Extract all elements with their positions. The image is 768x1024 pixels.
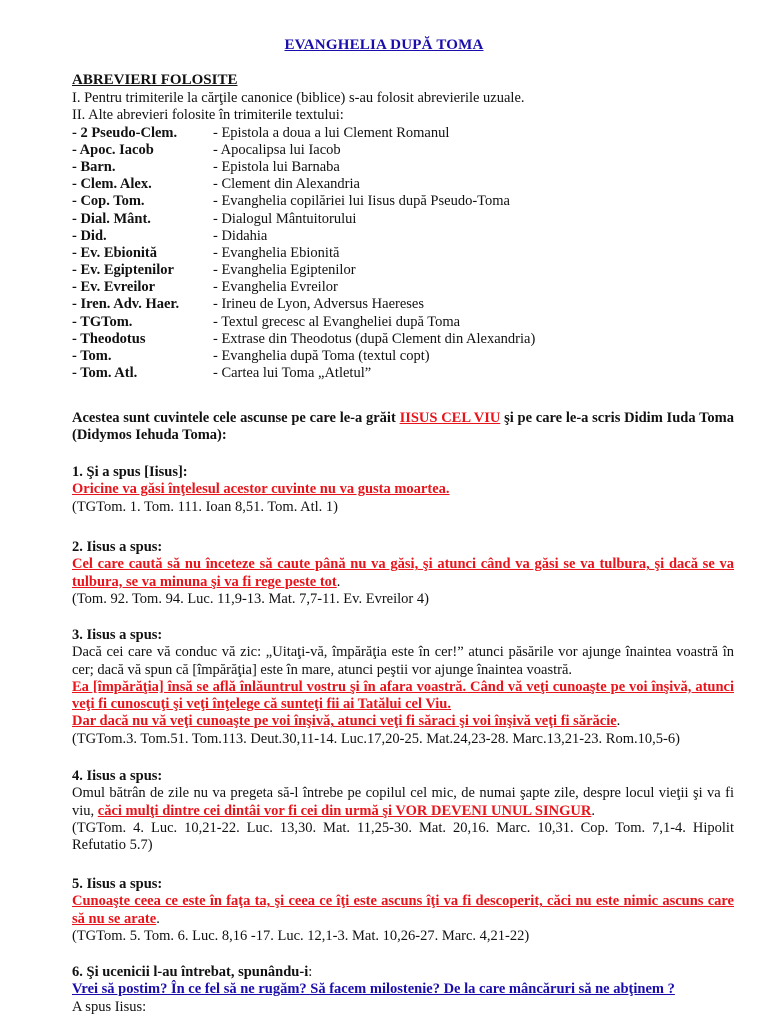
abbreviation-row — [72, 296, 734, 313]
saying-blue-link[interactable]: Vrei să postim? În ce fel să ne rugăm? Să facem milostenie? De la care mâncăruri să ne abţinem ? — [72, 981, 675, 998]
abbreviation-row — [72, 228, 734, 245]
saying-1 — [72, 464, 734, 516]
saying-references: (Tom. 92. Tom. 94. Luc. 11,9-13. Mat. 7,7-11. Ev. Evreilor 4) — [72, 590, 429, 607]
abbr-code: - Iren. Adv. Haer. — [72, 296, 180, 313]
abbr-desc: - Extrase din Theodotus (după Clement din Alexandria) — [213, 330, 536, 347]
abbr-desc: - Cartea lui Toma „Atletul” — [213, 365, 372, 382]
abbreviation-row — [72, 262, 734, 279]
abbr-code: - Tom. Atl. — [72, 365, 138, 382]
intro-paragraph — [72, 410, 734, 445]
abbr-desc: - Evanghelia copilăriei lui Iisus după Pseudo-Toma — [213, 193, 510, 210]
saying-red-text: Ea [împărăţia] însă se află înlăuntrul vostru şi în afara voastră. Când vă veţi cunoaşte pe voi înşivă, atunci veţi fi cunoscuţi şi veţi înţelege că sunteţi fii ai Tatălui cel Viu. — [72, 678, 734, 713]
abbr-desc: - Evanghelia după Toma (textul copt) — [213, 348, 430, 365]
saying-heading: 2. Iisus a spus: — [72, 539, 163, 555]
saying-heading: 4. Iisus a spus: — [72, 768, 163, 784]
abbr-desc: - Irineu de Lyon, Adversus Haereses — [213, 296, 424, 313]
abbr-code: - Tom. — [72, 348, 112, 365]
abbreviation-row — [72, 193, 734, 210]
saying-6 — [72, 964, 734, 1016]
abbr-code: - Barn. — [72, 158, 116, 175]
abbr-code: - TGTom. — [72, 313, 133, 330]
abbreviation-row — [72, 159, 734, 176]
abbreviation-row — [72, 365, 734, 382]
abbreviation-row — [72, 279, 734, 296]
abbr-desc: - Clement din Alexandria — [213, 176, 360, 193]
saying-3 — [72, 627, 734, 748]
saying-4 — [72, 768, 734, 854]
abbreviation-row — [72, 348, 734, 365]
saying-red-text: Oricine va găsi înţelesul acestor cuvinte nu va gusta moartea. — [72, 481, 450, 498]
saying-heading: 3. Iisus a spus: — [72, 627, 163, 643]
saying-references: (TGTom. 4. Luc. 10,21-22. Luc. 13,30. Mat. 11,25-30. Mat. 20,16. Marc. 10,31. Cop. Tom. 7,1-4. Hipolit Refutatio 5.7) — [72, 819, 734, 854]
abbr-desc: - Evanghelia Egiptenilor — [213, 262, 356, 279]
abbr-code: - Cop. Tom. — [72, 193, 145, 210]
abbreviation-row — [72, 314, 734, 331]
abbreviation-row — [72, 142, 734, 159]
saying-plain-text: Dacă cei care vă conduc vă zic: „Uitaţi-vă, împărăţia este în cer!” atunci păsările vor ajunge înaintea voastră în cer; dacă vă spun că [împărăţia] este în mare, atunci peştii vor ajunge înaintea voastră. — [72, 644, 734, 678]
intro-text-1: Acestea sunt cuvintele cele ascunse pe care le-a grăit — [72, 410, 400, 426]
abbr-code: - Clem. Alex. — [72, 176, 152, 193]
abbr-code: - Ev. Evreilor — [72, 279, 156, 296]
saying-tail: . — [591, 802, 595, 819]
abbr-intro-1: I. Pentru trimiterile la cărţile canonice (biblice) s-au folosit abrevierile uzuale. — [72, 90, 525, 106]
document-title — [0, 37, 768, 54]
abbr-desc: - Dialogul Mântuitorului — [213, 210, 357, 227]
abbr-intro-2: II. Alte abrevieri folosite în trimiterile textului: — [72, 107, 344, 124]
saying-references: (TGTom. 5. Tom. 6. Luc. 8,16 -17. Luc. 12,1-3. Mat. 10,26-27. Marc. 4,21-22) — [72, 927, 530, 944]
saying-heading: 1. Şi a spus [Iisus]: — [72, 464, 188, 480]
intro-highlight: IISUS CEL VIU — [399, 410, 501, 426]
abbr-code: - Ev. Ebionită — [72, 244, 158, 261]
saying-tail: . — [616, 713, 621, 730]
saying-heading-tail: : — [308, 964, 313, 980]
abbr-desc: - Epistola a doua a lui Clement Romanul — [213, 124, 450, 141]
saying-tail: . — [156, 910, 160, 927]
abbr-code: - 2 Pseudo-Clem. — [72, 124, 178, 141]
saying-red-text: Cunoaşte ceea ce este în faţa ta, şi ceea ce îţi este ascuns îţi va fi descoperit, căci nu este nimic ascuns care să nu se arate — [72, 893, 734, 927]
abbreviation-list — [72, 125, 734, 383]
abbreviation-row — [72, 125, 734, 142]
intro-text-2: şi pe care le-a scris Didim Iuda Toma (Didymos Iehuda Toma): — [72, 410, 734, 444]
title-link[interactable]: EVANGHELIA DUPĂ TOMA — [284, 37, 484, 53]
saying-5 — [72, 876, 734, 945]
saying-references: (TGTom. 1. Tom. 111. Ioan 8,51. Tom. Atl. 1) — [72, 498, 338, 515]
saying-red-text: Dar dacă nu vă veţi cunoaşte pe voi înşivă, atunci veţi fi săraci şi voi înşivă veţi fi sărăcie — [72, 713, 617, 730]
abbreviations-section — [72, 90, 734, 382]
abbreviation-row — [72, 331, 734, 348]
saying-tail: . — [336, 573, 341, 590]
abbr-desc: - Evanghelia Ebionită — [213, 244, 340, 261]
abbr-code: - Apoc. Iacob — [72, 141, 154, 158]
saying-references: (TGTom.3. Tom.51. Tom.113. Deut.30,11-14. Luc.17,20-25. Mat.24,23-28. Marc.13,21-23. Rom.10,5-6) — [72, 730, 680, 747]
abbr-desc: - Evanghelia Evreilor — [213, 279, 338, 296]
abbr-desc: - Apocalipsa lui Iacob — [213, 141, 341, 158]
saying-heading: 6. Şi ucenicii l-au întrebat, spunându-i — [72, 964, 309, 980]
abbreviation-row — [72, 245, 734, 262]
abbr-desc: - Epistola lui Barnaba — [213, 158, 340, 175]
saying-plain-text: A spus Iisus: — [72, 998, 147, 1015]
abbr-desc: - Textul grecesc al Evangheliei după Toma — [213, 313, 461, 330]
abbreviation-row — [72, 211, 734, 228]
abbr-code: - Ev. Egiptenilor — [72, 262, 174, 279]
abbr-desc: - Didahia — [213, 227, 268, 244]
saying-red-text: Cel care caută să nu înceteze să caute până nu va găsi, şi atunci când va găsi se va tulbura, şi dacă se va tulbura, se va minuna şi va fi rege peste tot — [72, 556, 734, 590]
abbr-code: - Theodotus — [72, 330, 146, 347]
abbreviations-heading: ABREVIERI FOLOSITE — [72, 72, 238, 88]
abbreviation-row — [72, 176, 734, 193]
saying-red-text: căci mulţi dintre cei dintâi vor fi cei din urmă şi VOR DEVENI UNUL SINGUR — [97, 802, 592, 819]
abbr-code: - Did. — [72, 227, 107, 244]
abbr-code: - Dial. Mânt. — [72, 210, 151, 227]
saying-plain-text: Omul bătrân de zile nu va pregeta să-l întrebe pe copilul cel mic, de numai şapte zile, despre locul vieţii şi va fi viu, — [72, 785, 734, 819]
saying-2 — [72, 539, 734, 608]
saying-heading: 5. Iisus a spus: — [72, 876, 163, 892]
